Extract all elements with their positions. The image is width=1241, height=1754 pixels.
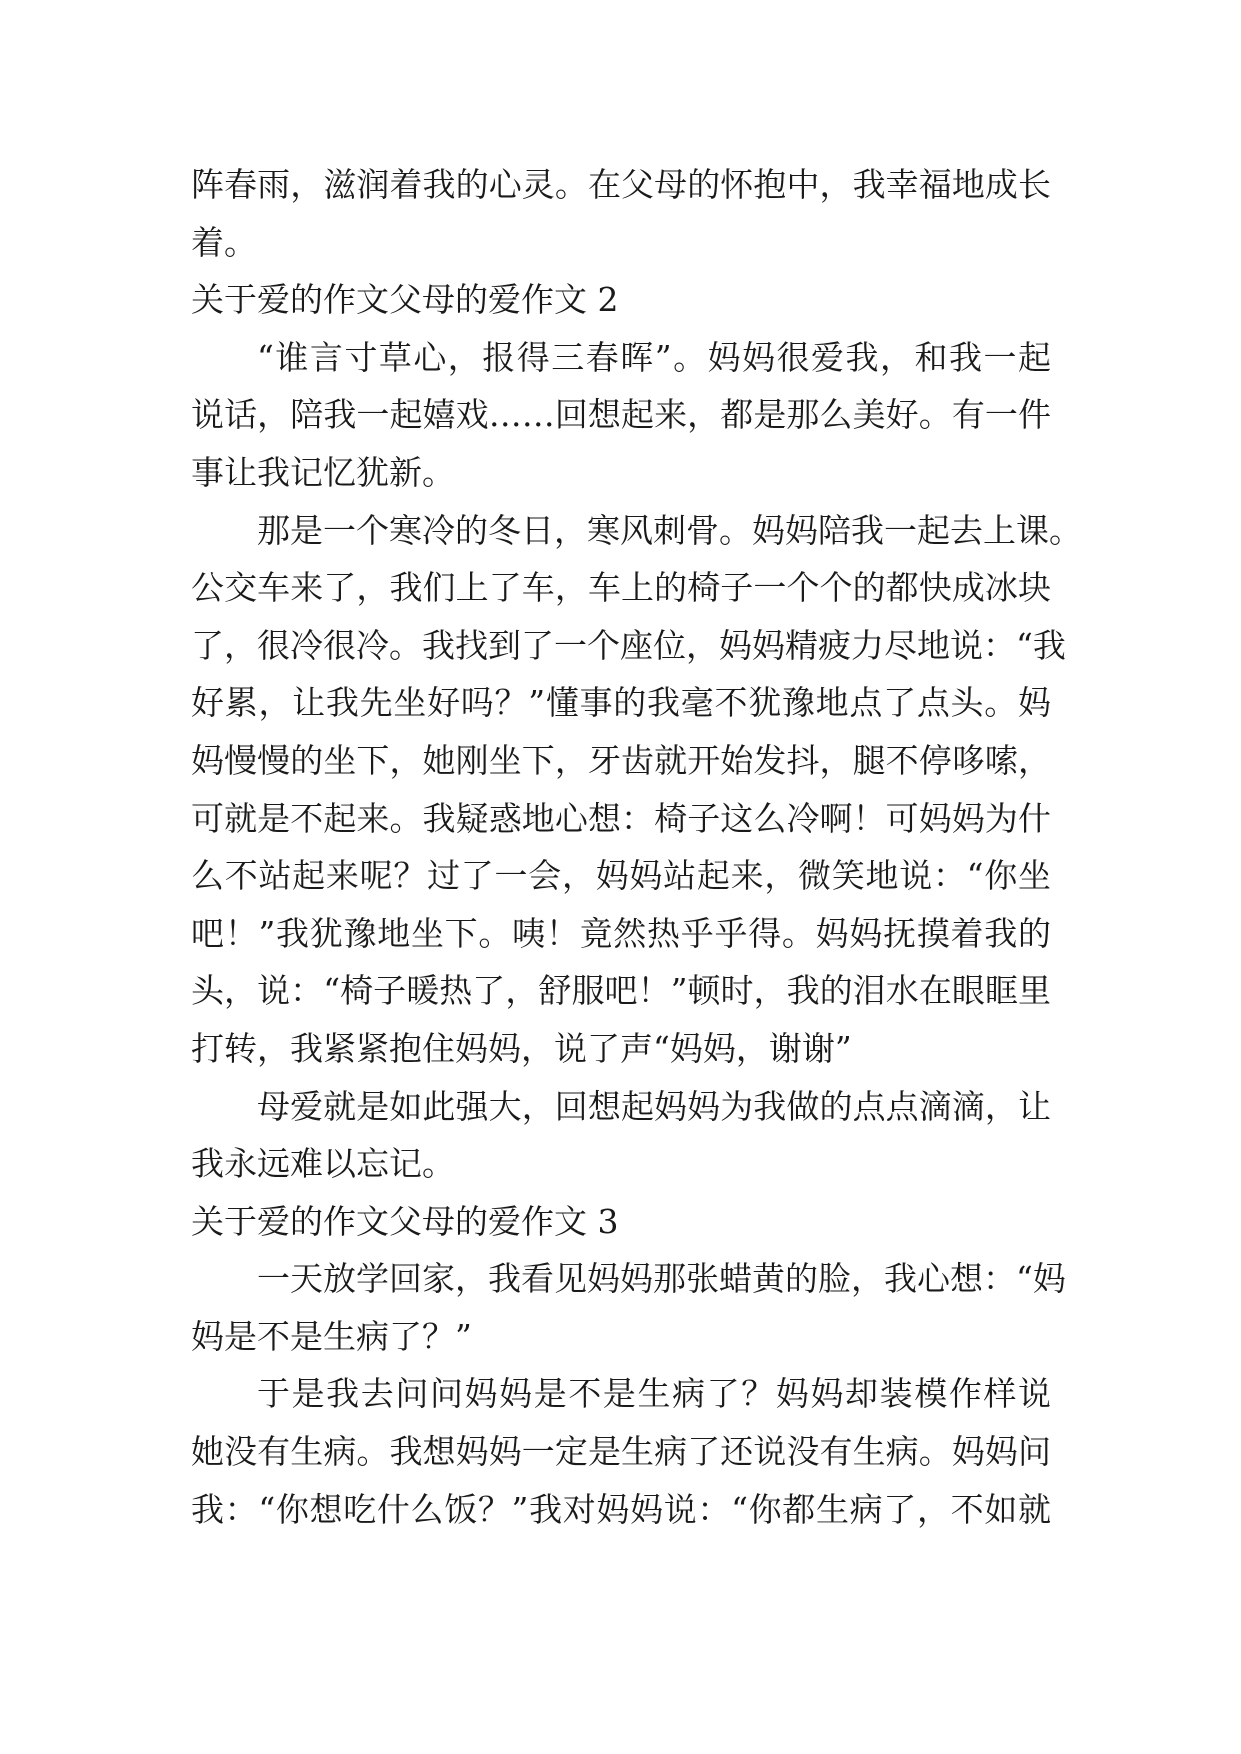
section-heading: 关于爱的作文父母的爱作文 2 [191,280,619,320]
text-line: 着。 [191,222,257,262]
text-line: 妈是不是生病了？” [191,1316,472,1356]
text-line: 事让我记忆犹新。 [191,452,455,492]
text-line: 母爱就是如此强大，回想起妈妈为我做的点点滴滴，让 [257,1086,1051,1126]
text-line: 一天放学回家，我看见妈妈那张蜡黄的脸，我心想：“妈 [257,1259,1066,1299]
text-line: 头，说：“椅子暖热了，舒服吧！”顿时，我的泪水在眼眶里 [191,971,1051,1011]
text-line: 说话，陪我一起嬉戏……回想起来，都是那么美好。有一件 [191,395,1051,435]
text-line: 么不站起来呢？过了一会，妈妈站起来，微笑地说：“你坐 [191,856,1051,896]
text-line: 她没有生病。我想妈妈一定是生病了还说没有生病。妈妈问 [191,1432,1051,1472]
text-line: 好累，让我先坐好吗？”懂事的我毫不犹豫地点了点头。妈 [191,683,1051,723]
text-line: 打转，我紧紧抱住妈妈，说了声“妈妈，谢谢” [191,1028,852,1068]
text-line: 妈慢慢的坐下，她刚坐下，牙齿就开始发抖，腿不停哆嗦， [191,740,1051,780]
text-line: 我：“你想吃什么饭？”我对妈妈说：“你都生病了，不如就 [191,1489,1051,1529]
text-line: 于是我去问问妈妈是不是生病了？妈妈却装模作样说 [257,1374,1051,1414]
text-line: 可就是不起来。我疑惑地心想：椅子这么冷啊！可妈妈为什 [191,798,1051,838]
text-line: “谁言寸草心，报得三春晖”。妈妈很爱我，和我一起 [257,337,1051,377]
document-body [191,156,1082,1538]
text-line: 我永远难以忘记。 [191,1144,455,1184]
text-line: 了，很冷很冷。我找到了一个座位，妈妈精疲力尽地说：“我 [191,625,1066,665]
section-heading: 关于爱的作文父母的爱作文 3 [191,1201,619,1241]
text-line: 那是一个寒冷的冬日，寒风刺骨。妈妈陪我一起去上课。 [257,510,1082,550]
text-line: 公交车来了，我们上了车，车上的椅子一个个的都快成冰块 [191,568,1051,608]
text-line: 阵春雨，滋润着我的心灵。在父母的怀抱中，我幸福地成长 [191,165,1051,204]
text-line: 吧！”我犹豫地坐下。咦！竟然热乎乎得。妈妈抚摸着我的 [191,913,1051,953]
